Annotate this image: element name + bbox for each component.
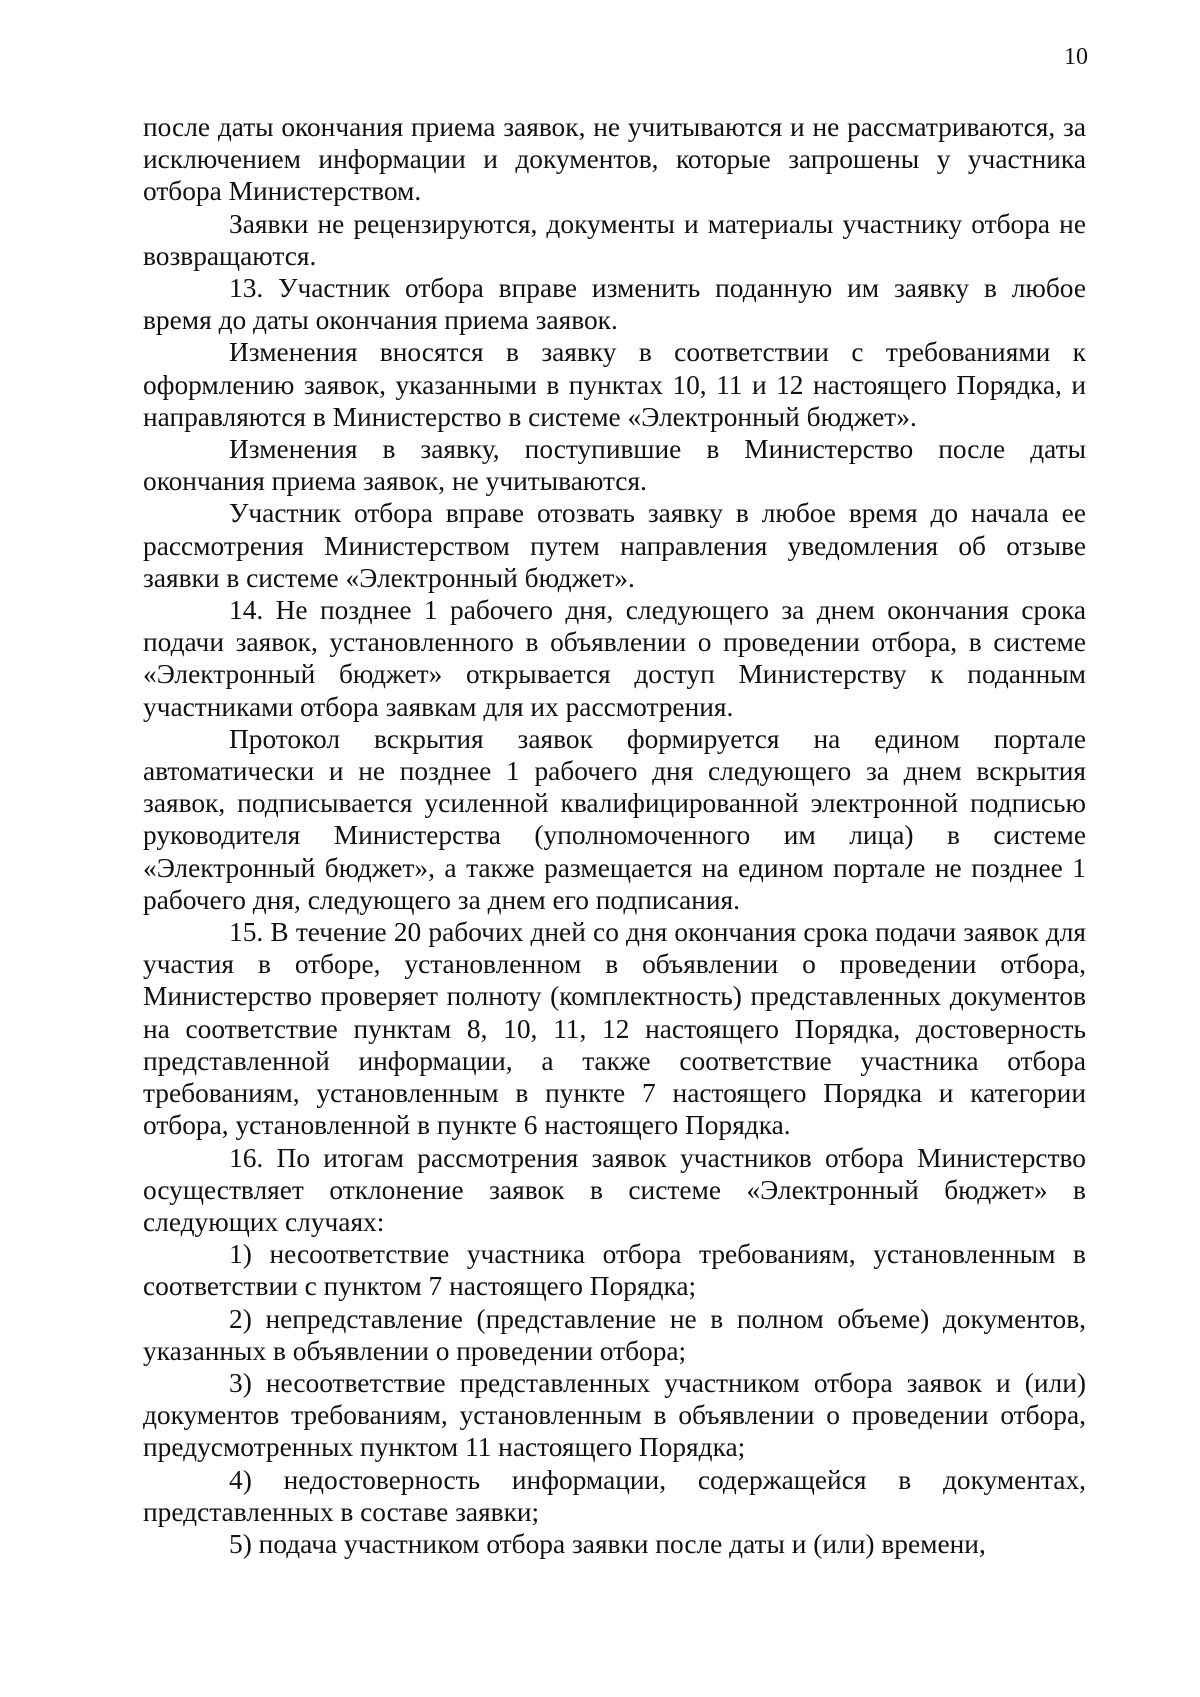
paragraph: Изменения в заявку, поступившие в Министерство после даты окончания приема заявок, не учитываются. bbox=[143, 434, 1086, 497]
paragraph: Участник отбора вправе отозвать заявку в любое время до начала ее рассмотрения Министерством путем направления уведомления об отзыве заявки в системе «Электронный бюджет». bbox=[143, 498, 1086, 593]
page-number: 10 bbox=[1064, 44, 1088, 70]
paragraph-clause-14: 14. Не позднее 1 рабочего дня, следующего за днем окончания срока подачи заявок, установленного в объявлении о проведении отбора, в системе «Электронный бюджет» открывается доступ Министерству к поданным участниками отбора заявкам для их рассмотрения. bbox=[143, 595, 1086, 722]
paragraph-clause-15: 15. В течение 20 рабочих дней со дня окончания срока подачи заявок для участия в отборе, установленном в объявлении о проведении отбора, Министерство проверяет полноту (комплектность) представленных документов на соответствие пунктам 8, 10, 11, 12 настоящего Порядка, достоверность представленной информации, а также соответствие участника отбора требованиям, установленным в пункте 7 настоящего Порядка и категории отбора, установленной в пункте 6 настоящего Порядка. bbox=[143, 917, 1086, 1141]
list-item: 4) недостоверность информации, содержащейся в документах, представленных в составе заявки; bbox=[143, 1464, 1086, 1527]
paragraph-clause-16: 16. По итогам рассмотрения заявок участников отбора Министерство осуществляет отклонение заявок в системе «Электронный бюджет» в следующих случаях: bbox=[143, 1142, 1086, 1237]
paragraph-continuation: после даты окончания приема заявок, не учитываются и не рассматриваются, за исключением информации и документов, которые запрошены у участника отбора Министерством. bbox=[143, 112, 1086, 207]
list-item: 3) несоответствие представленных участником отбора заявок и (или) документов требованиям, установленным в объявлении о проведении отбора, предусмотренных пунктом 11 настоящего Порядка; bbox=[143, 1367, 1086, 1463]
document-body bbox=[143, 111, 1086, 1560]
paragraph: Протокол вскрытия заявок формируется на едином портале автоматически и не позднее 1 рабочего дня следующего за днем вскрытия заявок, подписывается усиленной квалифицированной электронной подписью руководителя Министерства (уполномоченного им лица) в системе «Электронный бюджет», а также размещается на едином портале не позднее 1 рабочего дня, следующего за днем его подписания. bbox=[143, 723, 1086, 915]
paragraph-clause-13: 13. Участник отбора вправе изменить поданную им заявку в любое время до даты окончания приема заявок. bbox=[143, 273, 1086, 336]
list-item: 5) подача участником отбора заявки после даты и (или) времени, bbox=[229, 1528, 986, 1559]
list-item: 2) непредставление (представление не в полном объеме) документов, указанных в объявлении о проведении отбора; bbox=[143, 1303, 1086, 1366]
paragraph: Изменения вносятся в заявку в соответствии с требованиями к оформлению заявок, указанными в пунктах 10, 11 и 12 настоящего Порядка, и направляются в Министерство в системе «Электронный бюджет». bbox=[143, 337, 1086, 432]
paragraph: Заявки не рецензируются, документы и материалы участнику отбора не возвращаются. bbox=[143, 208, 1086, 271]
list-item: 1) несоответствие участника отбора требованиям, установленным в соответствии с пунктом 7 настоящего Порядка; bbox=[143, 1239, 1086, 1302]
